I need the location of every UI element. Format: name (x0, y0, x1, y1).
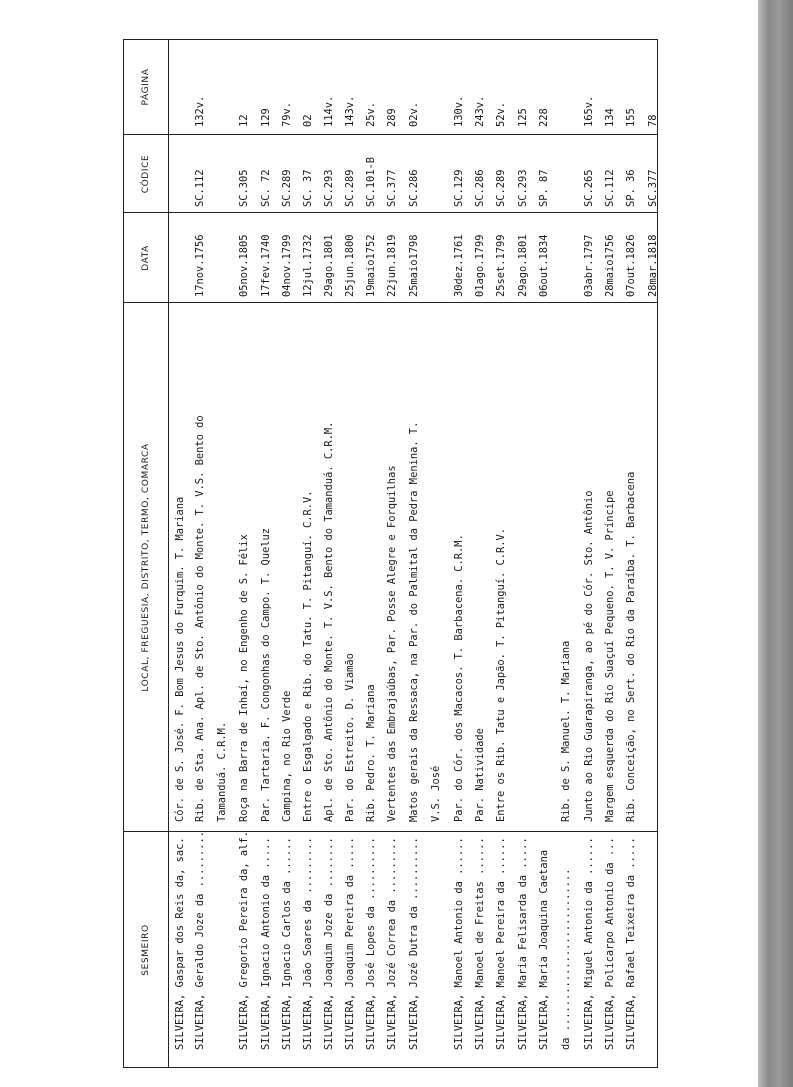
codice-cell: SC.129 (453, 169, 465, 207)
page-cell: 165v. (583, 95, 595, 127)
sesmeiro-cell: da .......................... (560, 868, 572, 1050)
date-cell: 05nov.1805 (238, 234, 250, 297)
codice-cell: SC.112 (604, 169, 616, 207)
page-cell: 78 (647, 114, 659, 127)
sesmeiro-cell: SILVEIRA, Maria Felisarda da ..... (517, 837, 529, 1050)
local-cell: Campina, no Rio Verde (281, 690, 293, 822)
page-cell: 25v. (365, 101, 377, 127)
date-cell: 12jul.1732 (302, 234, 314, 297)
codice-cell: SC.293 (323, 169, 335, 207)
codice-cell: SC. 37 (302, 169, 314, 207)
local-cell: Junto ao Rio Guarapiranga, ao pé do Cór. Sto. Antônio (583, 490, 595, 822)
page-cell: 243v. (474, 95, 486, 127)
page-cell: 114v. (323, 95, 335, 127)
header-sesmeiro: SESMEIRO (140, 924, 151, 976)
page-cell: 132v. (194, 95, 206, 127)
local-cell: Par. do Cór. dos Macacos. T. Barbacena. C.R.M. (453, 534, 465, 822)
date-cell: 30dez.1761 (453, 234, 465, 297)
date-cell: 19maio1752 (365, 234, 377, 297)
codice-cell: SC.289 (495, 169, 507, 207)
date-cell: 29ago.1801 (517, 234, 529, 297)
local-cell: Matos gerais da Ressaca, na Par. do Palmital da Pedra Menina. T. (408, 421, 420, 822)
date-cell: 04nov.1799 (281, 234, 293, 297)
codice-cell: SP. 87 (538, 169, 550, 207)
sesmeiro-cell: SILVEIRA, Maria Joaquina Caetana (538, 849, 550, 1050)
page-cell: 129 (260, 108, 272, 127)
local-cell: Rib. Conceição, no Sert. do Rio da Paraíba. T. Barbacena (625, 471, 637, 822)
codice-cell: SC.265 (583, 169, 595, 207)
date-cell: 22jun.1819 (386, 234, 398, 297)
codice-cell: SC.305 (238, 169, 250, 207)
date-cell: 03abr.1797 (583, 234, 595, 297)
codice-cell: SC.112 (194, 169, 206, 207)
codice-cell: SC. 72 (260, 169, 272, 207)
codice-cell: SC.293 (517, 169, 529, 207)
date-cell: 25maio1798 (408, 234, 420, 297)
local-cell: Roça na Barra de Inhaí, no Engenho de S. Félix (238, 534, 250, 822)
sesmeiro-cell: SILVEIRA, João Soares da ......... (302, 837, 314, 1050)
column-divider (123, 302, 658, 303)
header-data: DATA (140, 245, 151, 271)
local-cell: Rib. de Sta. Ana. Apl. de Sto. Antônio do Monte. T. V.S. Bento do (194, 415, 206, 822)
page-cell: 143v. (344, 95, 356, 127)
sesmeiro-cell: SILVEIRA, Miguel Antonio da ...... (583, 837, 595, 1050)
sesmeiro-cell: SILVEIRA, Manoel Pereira da ...... (495, 837, 507, 1050)
header-divider (168, 39, 169, 1068)
sesmeiro-cell: SILVEIRA, Gaspar dos Reis da, sac. (174, 837, 186, 1050)
date-cell: 28mar.1818 (647, 234, 659, 297)
codice-cell: SC.289 (281, 169, 293, 207)
local-cell: Cór. de S. José. F. Bom Jesus do Furquim. T. Mariana (174, 496, 186, 822)
column-divider (123, 134, 658, 135)
page-cell: 02 (302, 114, 314, 127)
page-cell: 52v. (495, 101, 507, 127)
page-cell: 12 (238, 114, 250, 127)
local-cell: Margem esquerda do Rio Suaçuí Pequeno. T. V. Príncipe (604, 490, 616, 822)
sesmeiro-cell: SILVEIRA, Gregorio Pereira da, alf. (238, 831, 250, 1050)
sesmeiro-cell: SILVEIRA, Joaquim Joze da ........ (323, 837, 335, 1050)
page-cell: 134 (604, 108, 616, 127)
local-cell: Par. Natividade (474, 728, 486, 822)
column-divider (123, 212, 658, 213)
date-cell: 07out.1826 (625, 234, 637, 297)
sesmeiro-cell: SILVEIRA, Policarpo Antonio da ... (604, 837, 616, 1050)
codice-cell: SP. 36 (625, 169, 637, 207)
codice-cell: SC.101-B (365, 156, 377, 207)
local-cell: Par. Tartaria. F. Congonhas do Campo. T. Queluz (260, 527, 272, 822)
local-cell: Vertentes das Embrajaúbas, Par. Posse Alegre e Forquilhas (386, 465, 398, 822)
codice-cell: SC.377 (386, 169, 398, 207)
date-cell: 25set.1799 (495, 234, 507, 297)
date-cell: 29ago.1801 (323, 234, 335, 297)
sesmeiro-cell: SILVEIRA, Ignacio Antonio da ..... (260, 837, 272, 1050)
sesmeiro-cell: SILVEIRA, Manoel Antonio da ...... (453, 837, 465, 1050)
codice-cell: SC.377 (647, 169, 659, 207)
sesmeiro-cell: SILVEIRA, Jozé Dutra da .......... (408, 837, 420, 1050)
rotated-page (123, 39, 658, 1068)
sesmeiro-cell: SILVEIRA, Ignacio Carlos da ...... (281, 837, 293, 1050)
local-cell: Par. do Estreito. D. Viamão (344, 653, 356, 822)
page-cell: 228 (538, 108, 550, 127)
date-cell: 17fev.1740 (260, 234, 272, 297)
sesmeiro-cell: SILVEIRA, Joaquim Pereira da ..... (344, 837, 356, 1050)
header-pagina: PÁGINA (140, 68, 151, 106)
local-cell: Rib. Pedro. T. Mariana (365, 684, 377, 822)
date-cell: 17nov.1756 (194, 234, 206, 297)
codice-cell: SC.286 (474, 169, 486, 207)
book-spine-shadow (758, 0, 793, 1087)
page-cell: 289 (386, 108, 398, 127)
date-cell: 01ago.1799 (474, 234, 486, 297)
date-cell: 06out.1834 (538, 234, 550, 297)
sesmarias-table (123, 39, 658, 1068)
sesmeiro-cell: SILVEIRA, José Lopes da .......... (365, 837, 377, 1050)
local-cell: Apl. de Sto. Antônio do Monte. T. V.S. Bento do Tamanduá. C.R.M. (323, 421, 335, 822)
header-codice: CÓDICE (140, 154, 151, 194)
local-cell: Rib. de S. Manuel. T. Mariana (560, 640, 572, 822)
codice-cell: SC.289 (344, 169, 356, 207)
sesmeiro-cell: SILVEIRA, Geraldo Joze da ......... (194, 831, 206, 1050)
date-cell: 25jun.1800 (344, 234, 356, 297)
sesmeiro-cell: SILVEIRA, Manoel de Freitas ...... (474, 837, 486, 1050)
page-cell: 02v. (408, 101, 420, 127)
page-cell: 125 (517, 108, 529, 127)
page-cell: 155 (625, 108, 637, 127)
header-local: LOCAL, FREGUESIA, DISTRITO, TERMO, COMARCA (140, 443, 151, 692)
sesmeiro-cell: SILVEIRA, Rafael Teixeira da ..... (625, 837, 637, 1050)
codice-cell: SC.286 (408, 169, 420, 207)
page-cell: 130v. (453, 95, 465, 127)
page-cell: 79v. (281, 101, 293, 127)
local-cell: V.S. José (430, 765, 442, 822)
sesmeiro-cell: SILVEIRA, Jozé Correa da ......... (386, 837, 398, 1050)
local-cell: Entre o Esgalgado e Rib. do Tatu. T. Pitanguí. C.R.V. (302, 490, 314, 822)
local-cell: Tamanduá. C.R.M. (216, 721, 228, 822)
local-cell: Entre os Rib. Tatu e Japão. T. Pitanguí. C.R.V. (495, 527, 507, 822)
date-cell: 28maio1756 (604, 234, 616, 297)
